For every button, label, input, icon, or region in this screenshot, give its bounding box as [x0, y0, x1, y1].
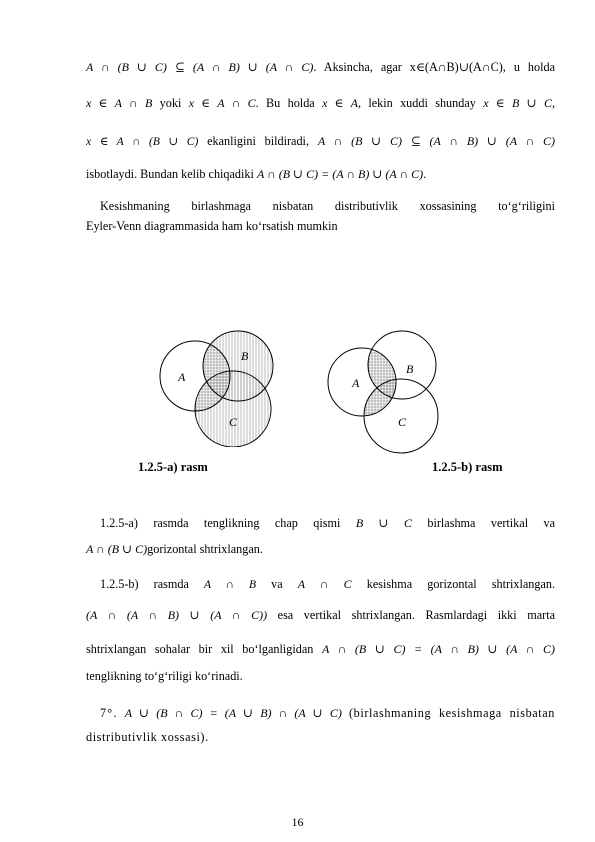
text: 1.2.5-a) rasmda tenglikning chap qismi: [100, 516, 341, 530]
figure-caption-b: 1.2.5-b) rasm: [432, 460, 503, 474]
formula: x ∈ A: [322, 96, 358, 110]
formula: A ∩ (B ∪ C): [86, 542, 148, 556]
paragraph-line: [86, 59, 555, 75]
text: birlashma vertikal va: [427, 516, 555, 530]
label-a: A: [352, 376, 360, 390]
paragraph-line: [86, 705, 555, 721]
formula: A ∩ (B ∪ C) = (A ∩ B) ∪ (A ∩ C): [322, 642, 555, 656]
paragraph-line: [86, 515, 555, 531]
text: Kesishmaning birlashmaga nisbatan distributivlik xossasining to‘g‘riligini: [100, 199, 555, 213]
text: kesishma gorizontal shtrixlangan.: [366, 577, 556, 591]
text: . Aksincha, agar x∈(A∩B)∪(A∩C), u holda: [313, 60, 555, 74]
text: , lekin xuddi shunday: [357, 96, 476, 110]
formula: A ∩ (B ∪ C) = (A ∩ B) ∪ (A ∩ C): [256, 167, 424, 181]
text: ,: [551, 96, 556, 110]
paragraph-line: [86, 95, 555, 111]
paragraph-line: [86, 607, 555, 623]
text: va: [271, 577, 283, 591]
paragraph-line: [86, 641, 555, 657]
paragraph-line: [86, 541, 555, 557]
label-b: B: [406, 362, 414, 376]
text: (birlashmaning kesishmaga nisbatan: [349, 706, 555, 720]
formula: A ∩ (B ∪ C) ⊆ (A ∩ B) ∪ (A ∩ C): [317, 134, 556, 148]
formula: x ∈ B ∪ C: [483, 96, 552, 110]
text: Eyler-Venn diagrammasida ham ko‘rsatish mumkin: [86, 219, 338, 233]
label-c: C: [398, 415, 407, 429]
text: ekanligini bildiradi,: [207, 134, 309, 148]
paragraph-line: [86, 668, 555, 684]
paragraph-line: [86, 218, 555, 234]
text: gorizontal shtrixlangan.: [147, 542, 263, 556]
item-number: 7°.: [100, 706, 118, 720]
text: distributivlik xossasi).: [86, 730, 209, 744]
formula: B ∪ C: [355, 516, 412, 530]
venn-diagram-b: [320, 325, 445, 455]
formula: A ∩ (B ∪ C) ⊆ (A ∩ B) ∪ (A ∩ C): [86, 60, 314, 74]
formula: A ∩ C: [297, 577, 352, 591]
paragraph-line: [86, 576, 555, 593]
paragraph-line: [86, 729, 555, 745]
formula: x ∈ A ∩ B: [86, 96, 153, 110]
text: 1.2.5-b) rasmda: [100, 577, 189, 591]
text: shtrixlangan sohalar bir xil bo‘lganligidan: [86, 642, 314, 656]
text: isbotlaydi. Bundan kelib chiqadiki: [86, 167, 254, 181]
label-c: C: [229, 415, 238, 429]
text: tenglikning to‘g‘riligi ko‘rinadi.: [86, 669, 243, 683]
text: .: [423, 167, 427, 181]
formula: x ∈ A ∩ (B ∪ C): [86, 136, 199, 148]
text: . Bu holda: [255, 96, 315, 110]
paragraph-line: [86, 133, 555, 150]
figure-caption-a: 1.2.5-a) rasm: [138, 460, 208, 474]
venn-diagram-a: [150, 322, 285, 447]
paragraph-line: [86, 166, 555, 182]
label-b: B: [241, 349, 249, 363]
paragraph-line: [86, 198, 555, 214]
formula: A ∪ (B ∩ C) = (A ∪ B) ∩ (A ∪ C): [124, 706, 342, 720]
formula: (A ∩ (A ∩ B) ∪ (A ∩ C)): [86, 608, 268, 622]
label-a: A: [178, 370, 186, 384]
text: esa vertikal shtrixlangan. Rasmlardagi ikki marta: [277, 608, 555, 622]
page-number: 16: [291, 815, 304, 829]
formula: A ∩ B: [204, 579, 257, 591]
formula: x ∈ A ∩ C: [188, 96, 256, 110]
text: yoki: [159, 96, 182, 110]
